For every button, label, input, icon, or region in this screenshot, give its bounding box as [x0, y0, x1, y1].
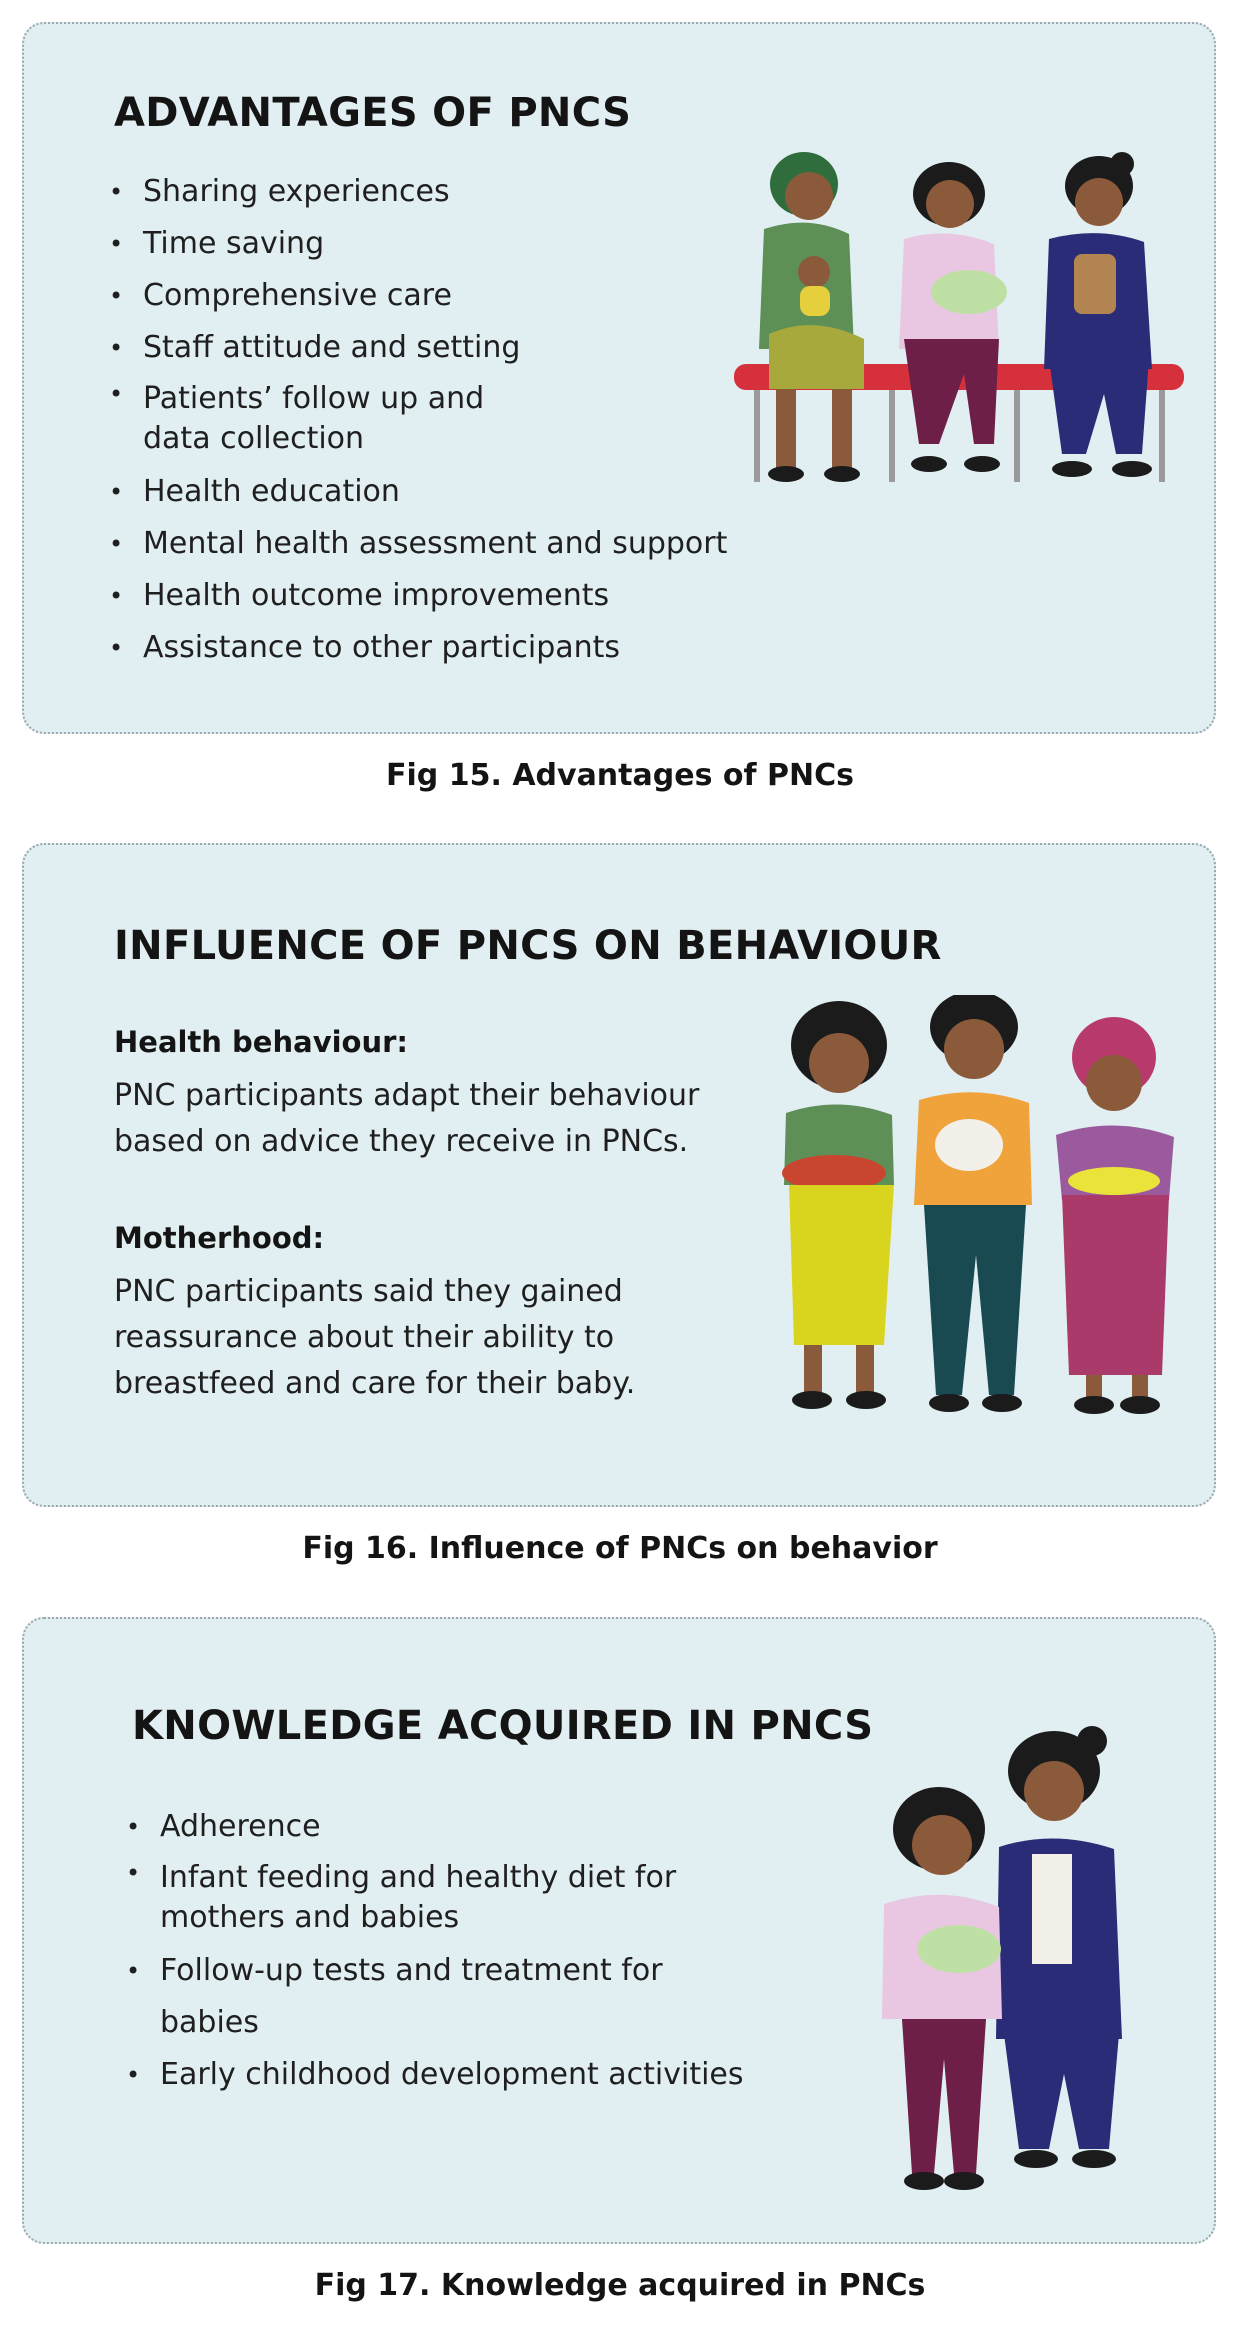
list-item: • Sharing experiences: [109, 166, 769, 218]
list-item: • Early childhood development activities: [126, 2049, 746, 2101]
knowledge-panel: [22, 1617, 1216, 2244]
influence-title: INFLUENCE OF PNCS ON BEHAVIOUR: [114, 923, 942, 969]
women-on-bench-illustration: [714, 134, 1194, 514]
influence-panel: [22, 843, 1216, 1507]
fig15-caption: Fig 15. Advantages of PNCs: [386, 758, 854, 793]
motherhood-heading: Motherhood:: [114, 1221, 325, 1255]
advantages-title: ADVANTAGES OF PNCS: [114, 90, 632, 136]
health-behaviour-text: PNC participants adapt their behaviour based on advice they receive in PNCs.: [114, 1078, 700, 1159]
list-item: • Adherence: [126, 1801, 746, 1853]
list-item: • Health outcome improvements: [109, 570, 769, 622]
fig16-caption: Fig 16. Influence of PNCs on behavior: [302, 1531, 938, 1566]
knowledge-title: KNOWLEDGE ACQUIRED IN PNCS: [132, 1703, 874, 1749]
list-item: • Staff attitude and setting: [109, 322, 769, 374]
list-item: • Infant feeding and healthy diet for mothers and babies: [126, 1853, 740, 1945]
list-item: • Mental health assessment and support: [109, 518, 769, 570]
list-item: • Patients’ follow up and data collection: [109, 374, 503, 466]
list-item: • Follow-up tests and treatment for babies: [126, 1945, 746, 2049]
advantages-list: [109, 166, 769, 674]
list-item: • Time saving: [109, 218, 769, 270]
motherhood-text: PNC participants said they gained reassurance about their ability to breastfeed and care for their baby.: [114, 1274, 636, 1401]
list-item: • Health education: [109, 466, 769, 518]
two-women-with-baby-illustration: [864, 1719, 1164, 2209]
list-item: • Comprehensive care: [109, 270, 769, 322]
fig17-caption: Fig 17. Knowledge acquired in PNCs: [314, 2268, 926, 2303]
advantages-panel: [22, 22, 1216, 734]
list-item: • Assistance to other participants: [109, 622, 769, 674]
health-behaviour-heading: Health behaviour:: [114, 1025, 409, 1059]
knowledge-list: [126, 1801, 746, 2101]
three-mothers-illustration: [764, 995, 1194, 1435]
